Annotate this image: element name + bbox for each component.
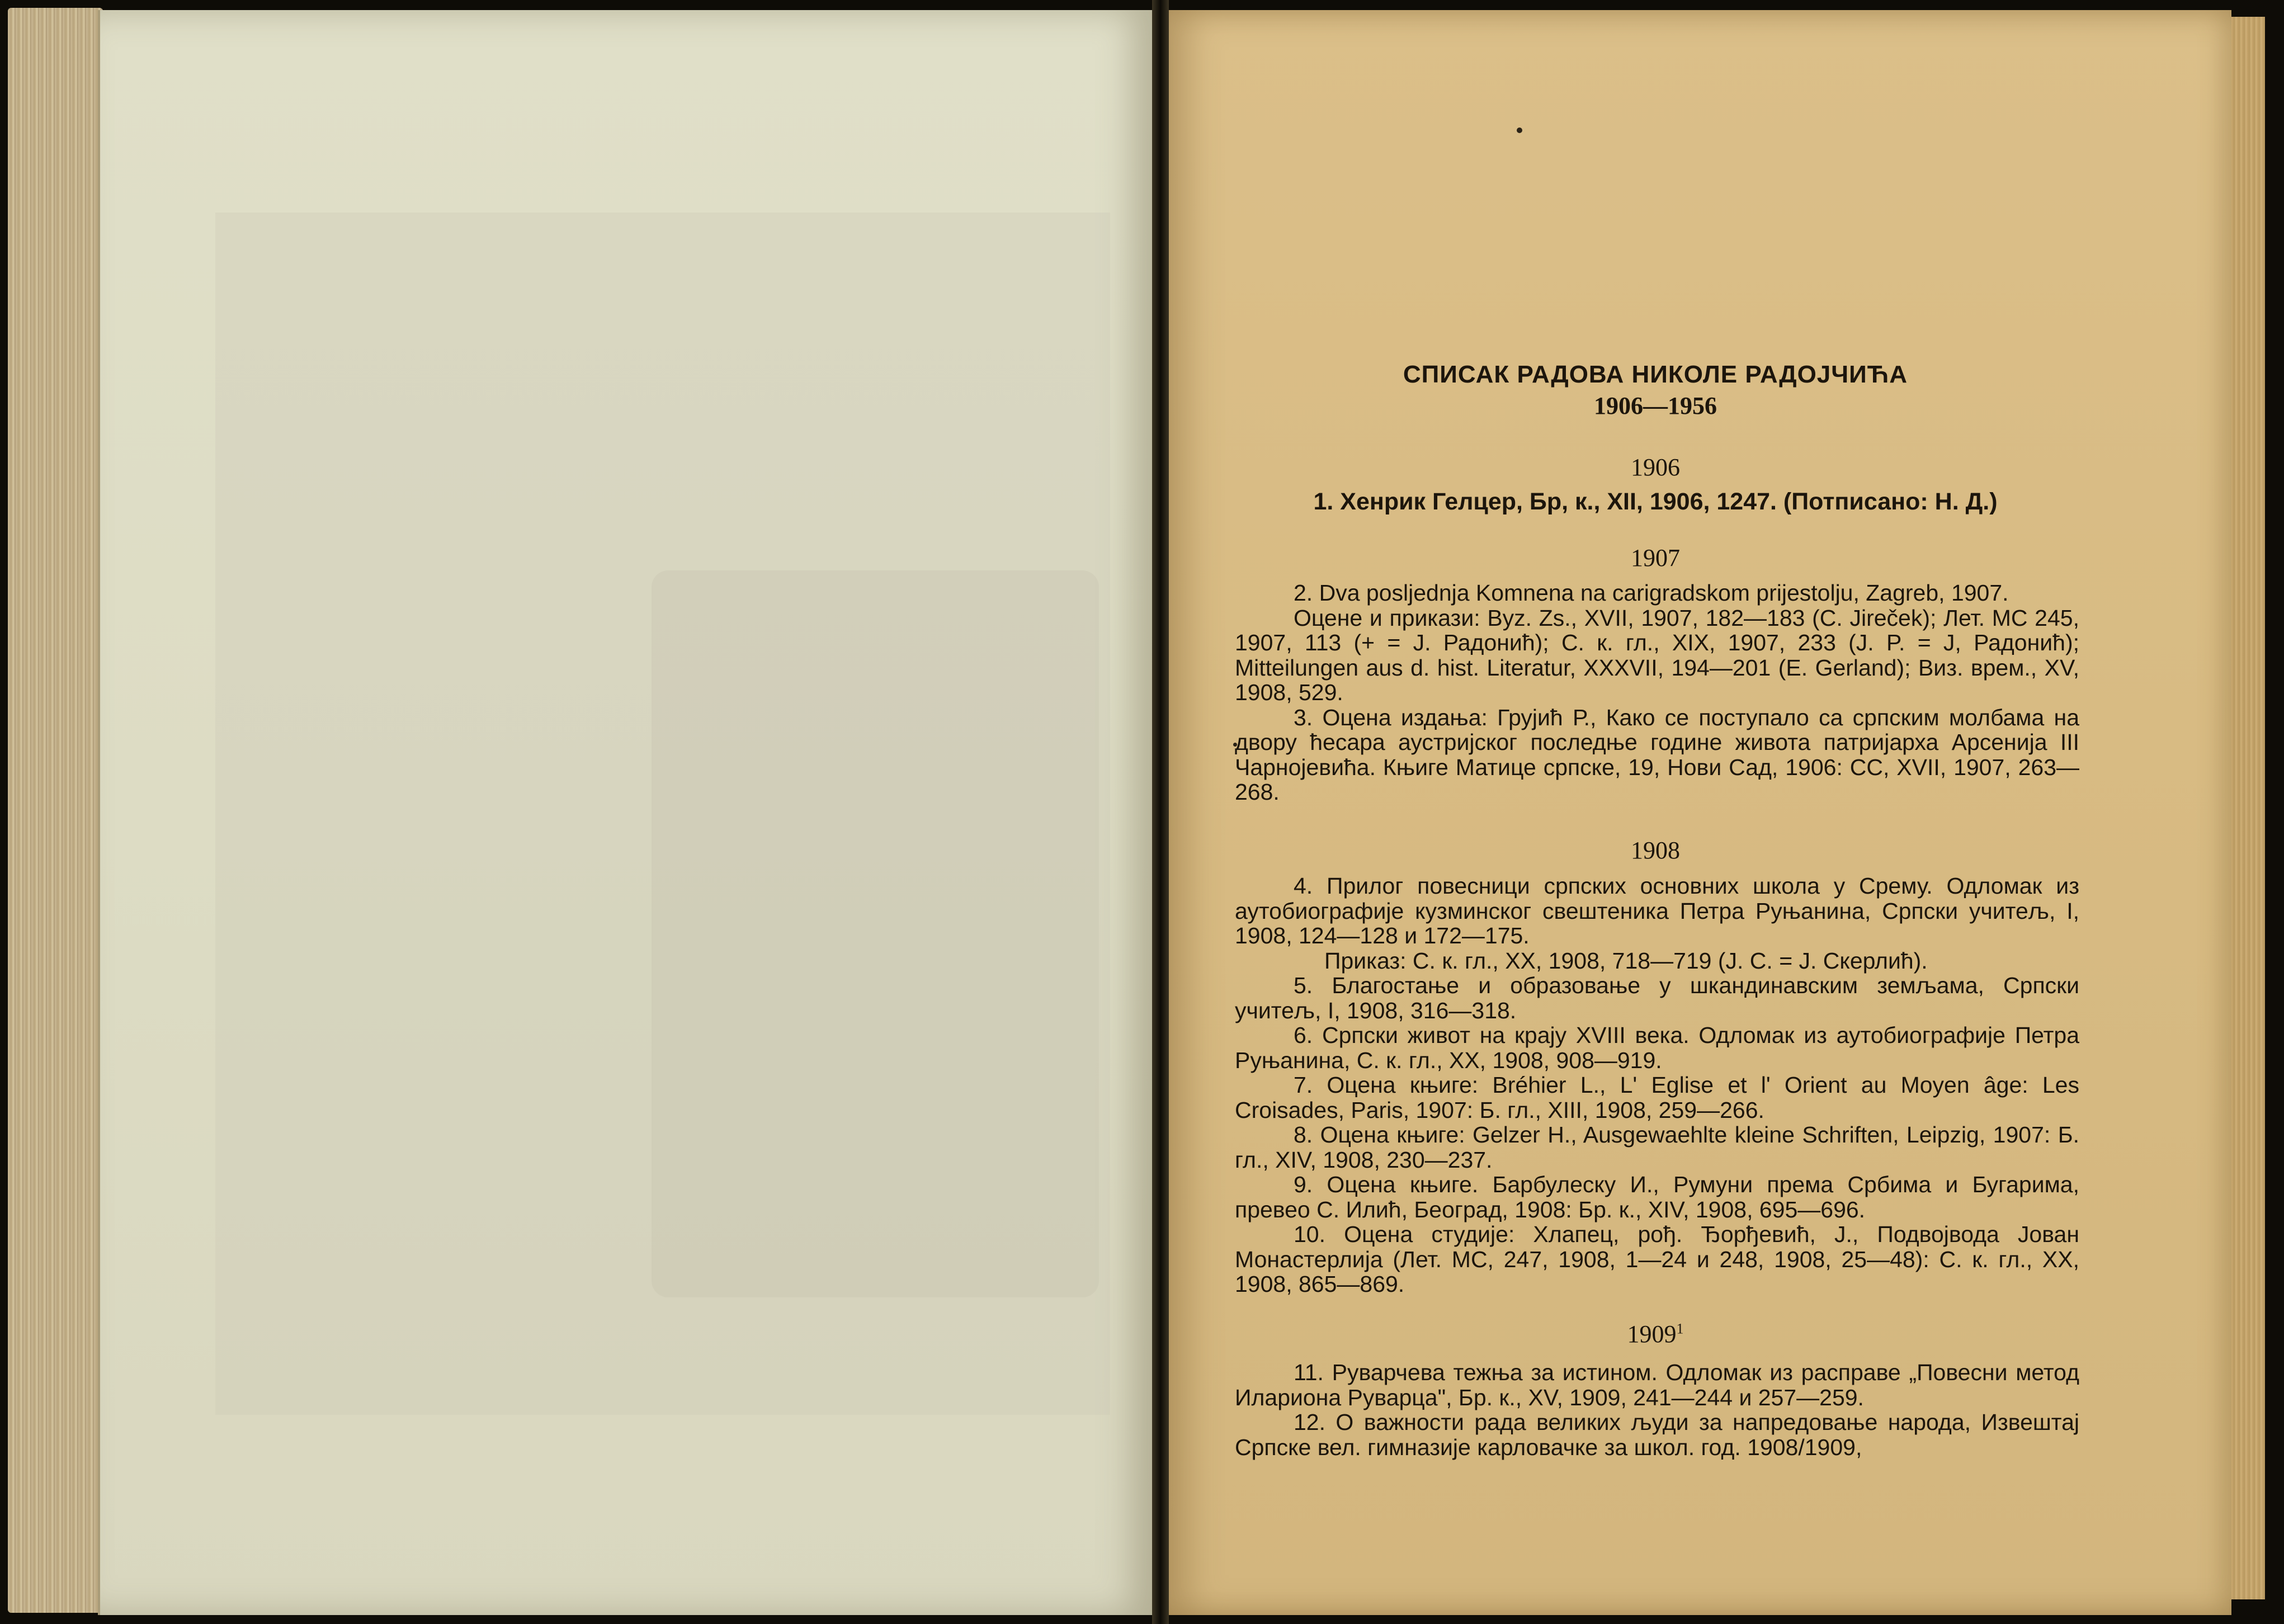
- paper-speck: [1517, 128, 1522, 133]
- year-heading-1907: 1907: [1631, 544, 1680, 572]
- entry-7: 7. Оцена књиге: Bréhier L., L' Eglise et l' Orient au Moyen âge: Les Croisades, Paris, 1907: Б. гл., XIII, 1908, 259—266.: [1235, 1072, 2079, 1123]
- bleed-through-plate: [215, 213, 1110, 1415]
- entry-2-reviews: Оцене и прикази: Byz. Zs., XVII, 1907, 182—183 (C. Jireček); Лет. МС 245, 1907, 113 (+ = J. Радонић); С. к. гл., XIX, 1907, 233 (J. P. = J, Радонић); Mitteilungen aus d. hist. Literatur, XXXVII, 194—201 (E. Gerland); Виз. врем., XV, 1908, 529.: [1235, 605, 2079, 705]
- page-title: СПИСАК РАДОВА НИКОЛЕ РАДОЈЧИЋА: [1403, 361, 1908, 388]
- entry-8: 8. Оцена књиге: Gelzer H., Ausgewaehlte kleine Schriften, Leipzig, 1907: Б. гл., XIV, 1908, 230—237.: [1235, 1122, 2079, 1173]
- entry-9: 9. Оцена књиге. Барбулеску И., Румуни према Србима и Бугарима, превео С. Илић, Београд, 1908: Бр. к., XIV, 1908, 695—696.: [1235, 1172, 2079, 1222]
- year-heading-1909: [1236, 1320, 2075, 1348]
- entry-2: 2. Dva posljednja Komnena na carigradskom prijestolju, Zagreb, 1907.: [1294, 580, 2009, 606]
- entry-5: 5. Благостање и образовање у шкандинавским земљама, Српски учитељ, I, 1908, 316—318.: [1235, 972, 2079, 1023]
- entry-4-review: Приказ: С. к. гл., XX, 1908, 718—719 (J. C. = J. Скерлић).: [1324, 947, 1928, 974]
- entry-1: 1. Хенрик Гелцер, Бр, к., XII, 1906, 1247. (Потписано: Н. Д.): [1313, 488, 1998, 515]
- entry-4: 4. Прилог повесници српских основних школа у Срему. Одломак из аутобиографије кузминског свештеника Петра Руњанина, Српски учитељ, I, 1908, 124—128 и 172—175.: [1235, 873, 2079, 948]
- page-subtitle-years: 1906—1956: [1594, 392, 1717, 419]
- footnote-marker: 1: [1676, 1320, 1684, 1337]
- page-edges-left: [8, 8, 103, 1613]
- bleed-through-portrait: [652, 570, 1099, 1297]
- book-gutter: [1152, 0, 1169, 1624]
- year-1909: 1909: [1627, 1320, 1677, 1348]
- year-heading-1908: 1908: [1631, 837, 1680, 864]
- page-edges-right: [2231, 17, 2265, 1599]
- entry-3: 3. Оцена издања: Грујић Р., Како се поступало са српским молбама на двору ћесара аустријског последње године живота патријарха Арсенија III Чарнојевића. Књиге Матице српске, 19, Нови Сад, 1906: СС, XVII, 1907, 263—268.: [1235, 704, 2079, 805]
- year-heading-1906: 1906: [1631, 454, 1680, 481]
- section-1907: [1235, 580, 2079, 805]
- section-1909: [1235, 1360, 2079, 1460]
- entry-6: 6. Српски живот на крају XVIII века. Одломак из аутобиографије Петра Руњанина, С. к. гл., XX, 1908, 908—919.: [1235, 1022, 2079, 1073]
- entry-10: 10. Оцена студије: Хлапец, рођ. Ђорђевић, J., Подвојвода Јован Монастерлија (Лет. МС, 247, 1908, 1—24 и 248, 1908, 25—48): С. к. гл., XX, 1908, 865—869.: [1235, 1221, 2079, 1297]
- section-1908: [1235, 874, 2079, 1297]
- entry-11: 11. Руварчева тежња за истином. Одломак из расправе „Повесни метод Илариона Руварца", Бр. к., XV, 1909, 241—244 и 257—259.: [1235, 1359, 2079, 1410]
- entry-12: 12. О важности рада великих људи за напредовање народа, Извештај Српске вел. гимназије карловачке за школ. год. 1908/1909,: [1235, 1409, 2079, 1460]
